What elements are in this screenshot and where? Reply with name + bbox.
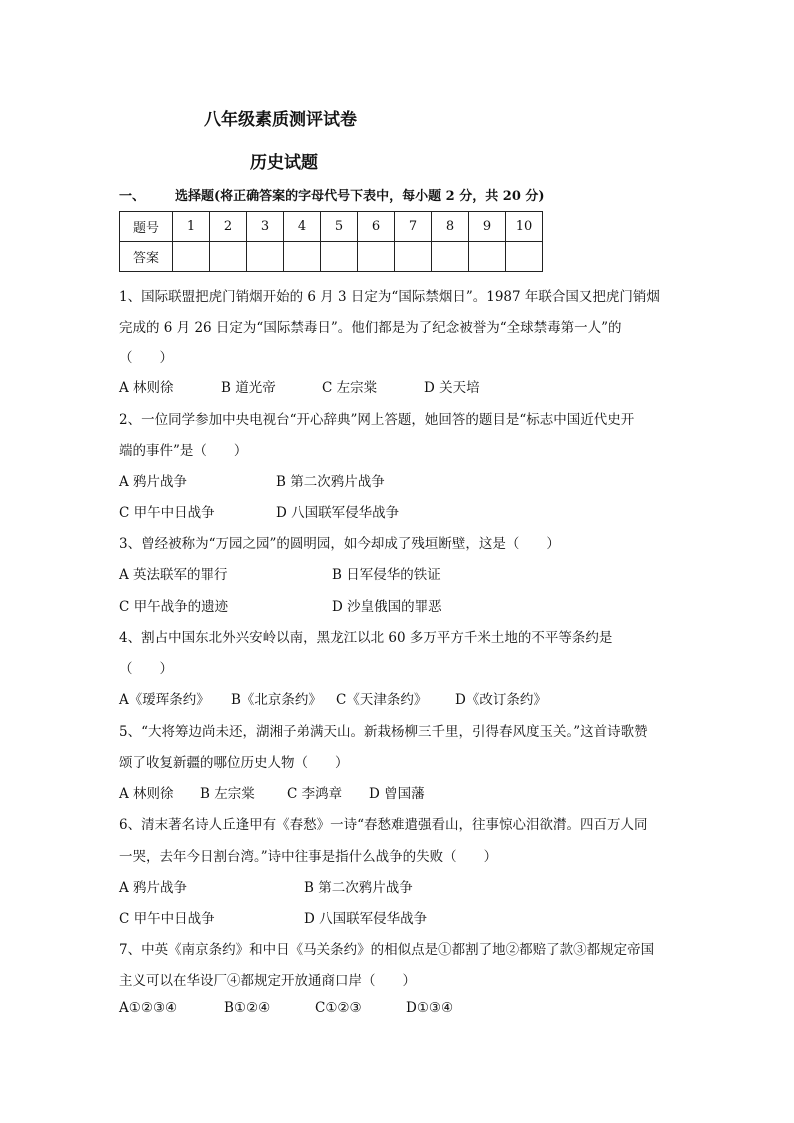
answer-cell[interactable] — [469, 242, 506, 272]
answer-table — [119, 211, 543, 272]
question-number-cell: 3 — [247, 212, 284, 242]
question-number-cell: 10 — [506, 212, 543, 242]
question-number-cell: 5 — [321, 212, 358, 242]
question-7-option-c: C①②③ — [315, 1000, 362, 1016]
answer-row — [120, 242, 543, 272]
question-4-option-a: A《瑷珲条约》 — [119, 692, 210, 708]
answer-cell[interactable] — [173, 242, 210, 272]
question-2-text: 端的事件”是（ ） — [119, 443, 248, 459]
question-3-option-b: B 日军侵华的铁证 — [332, 567, 441, 583]
question-number-cell: 9 — [469, 212, 506, 242]
question-number-cell: 8 — [432, 212, 469, 242]
question-7-option-d: D①③④ — [406, 1000, 454, 1016]
question-3-option-a: A 英法联军的罪行 — [119, 567, 228, 583]
question-6-text: 6、清末著名诗人丘逢甲有《春愁》一诗“春愁难遣强看山，往事惊心泪欲潸。四百万人同 — [119, 817, 648, 833]
answer-cell[interactable] — [247, 242, 284, 272]
question-number-cell: 1 — [173, 212, 210, 242]
question-1-option-b: B 道光帝 — [221, 380, 276, 396]
question-number-label: 题号 — [120, 212, 173, 242]
question-3-option-d: D 沙皇俄国的罪恶 — [332, 599, 442, 615]
answer-cell[interactable] — [432, 242, 469, 272]
answer-cell[interactable] — [395, 242, 432, 272]
section-instructions: 选择题(将正确答案的字母代号下表中，每小题 2 分，共 20 分) — [175, 189, 545, 204]
question-2-option-a: A 鸦片战争 — [119, 474, 188, 490]
question-1-blank: （ ） — [119, 350, 173, 366]
answer-cell[interactable] — [284, 242, 321, 272]
question-1-text: 1、国际联盟把虎门销烟开始的 6 月 3 日定为“国际禁烟日”。1987 年联合国又把虎门销烟 — [119, 289, 660, 305]
question-5-option-a: A 林则徐 — [119, 786, 174, 802]
question-5-option-b: B 左宗棠 — [200, 786, 255, 802]
exam-title: 八年级素质测评试卷 — [204, 110, 357, 130]
answer-cell[interactable] — [321, 242, 358, 272]
question-number-cell: 7 — [395, 212, 432, 242]
question-1-option-d: D 关天培 — [424, 380, 480, 396]
question-number-cell: 2 — [210, 212, 247, 242]
section-heading — [119, 185, 545, 204]
question-4-blank: （ ） — [119, 661, 173, 677]
question-6-option-a: A 鸦片战争 — [119, 880, 188, 896]
question-2-option-b: B 第二次鸦片战争 — [276, 474, 385, 490]
question-1-option-a: A 林则徐 — [119, 380, 174, 396]
question-2-option-c: C 甲午中日战争 — [119, 505, 215, 521]
question-number-cell: 4 — [284, 212, 321, 242]
question-number-cell: 6 — [358, 212, 395, 242]
question-4-text: 4、割占中国东北外兴安岭以南，黑龙江以北 60 多万平方千米土地的不平等条约是 — [119, 630, 613, 646]
question-2-text: 2、一位同学参加中央电视台“开心辞典”网上答题，她回答的题目是“标志中国近代史开 — [119, 412, 635, 428]
question-6-option-b: B 第二次鸦片战争 — [304, 880, 413, 896]
question-6-option-d: D 八国联军侵华战争 — [304, 911, 428, 927]
section-number: 一、 — [119, 189, 146, 204]
question-5-text: 5、“大将筹边尚未还，湖湘子弟满天山。新栽杨柳三千里，引得春风度玉关。”这首诗歌赞 — [119, 724, 648, 740]
answer-cell[interactable] — [210, 242, 247, 272]
question-5-option-d: D 曾国藩 — [369, 786, 425, 802]
question-number-row — [120, 212, 543, 242]
answer-cell[interactable] — [506, 242, 543, 272]
question-4-option-c: C《天津条约》 — [336, 692, 428, 708]
question-3-option-c: C 甲午战争的遗迹 — [119, 599, 229, 615]
question-1-text: 完成的 6 月 26 日定为“国际禁毒日”。他们都是为了纪念被誉为“全球禁毒第一人”的 — [119, 320, 622, 336]
question-6-text: 一哭，去年今日割台湾。”诗中往事是指什么战争的失败（ ） — [119, 849, 498, 865]
question-7-option-b: B①②④ — [224, 1000, 271, 1016]
question-4-option-b: B《北京条约》 — [231, 692, 322, 708]
question-6-option-c: C 甲午中日战争 — [119, 911, 215, 927]
question-2-option-d: D 八国联军侵华战争 — [276, 505, 400, 521]
question-7-option-a: A①②③④ — [119, 1000, 178, 1016]
question-7-text: 7、中英《南京条约》和中日《马关条约》的相似点是①都割了地②都赔了款③都规定帝国 — [119, 942, 655, 958]
question-7-text: 主义可以在华设厂④都规定开放通商口岸（ ） — [119, 973, 416, 989]
question-3-text: 3、曾经被称为“万园之园”的圆明园，如今却成了残垣断壁，这是（ ） — [119, 536, 560, 552]
answer-label: 答案 — [120, 242, 173, 272]
question-5-text: 颂了收复新疆的哪位历史人物（ ） — [119, 755, 349, 771]
question-5-option-c: C 李鸿章 — [287, 786, 343, 802]
question-4-option-d: D《改订条约》 — [455, 692, 547, 708]
exam-subtitle: 历史试题 — [250, 153, 318, 173]
question-1-option-c: C 左宗棠 — [322, 380, 378, 396]
answer-cell[interactable] — [358, 242, 395, 272]
